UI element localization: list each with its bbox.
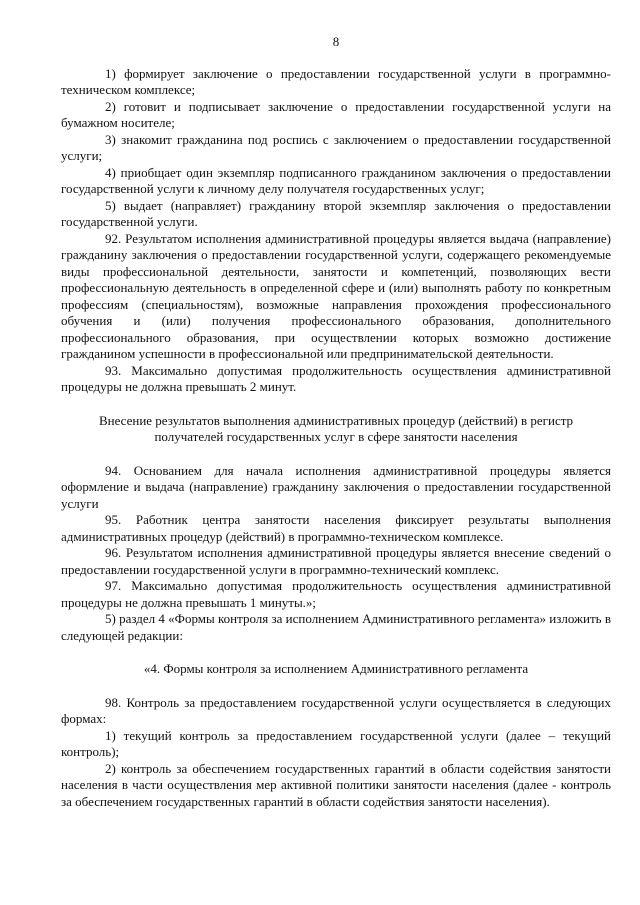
paragraph-item-2: 2) готовит и подписывает заключение о предоставлении государственной услуги на бумажном носителе; [61,98,611,130]
paragraph-95: 95. Работник центра занятости населения фиксирует результаты выполнения административных процедур (действий) в программно-техническом комплексе. [61,512,611,544]
paragraph-98-item-2: 2) контроль за обеспечением государственных гарантий в области содействия занятости населения в части осуществления мер активной политики занятости населения (далее - контроль за обеспечением государственных гарантий в области содействия занятости населения). [61,760,611,809]
paragraph-item-1: 1) формирует заключение о предоставлении государственной услуги в программно-техническом комплексе; [61,65,611,97]
paragraph-98: 98. Контроль за предоставлением государственной услуги осуществляется в следующих формах: [61,694,611,726]
paragraph-section-5: 5) раздел 4 «Формы контроля за исполнением Административного регламента» изложить в следующей редакции: [61,611,611,643]
section-heading-register: Внесение результатов выполнения административных процедур (действий) в регистр получателей государственных услуг в сфере занятости населения [98,412,574,444]
paragraph-96: 96. Результатом исполнения административной процедуры является внесение сведений о предоставлении государственной услуги в программно-технический комплекс. [61,545,611,577]
paragraph-98-item-1: 1) текущий контроль за предоставлением государственной услуги (далее – текущий контроль); [61,727,611,759]
paragraph-item-3: 3) знакомит гражданина под роспись с заключением о предоставлении государственной услуги; [61,131,611,163]
paragraph-item-4: 4) приобщает один экземпляр подписанного гражданином заключения о предоставлении государственной услуги к личному делу получателя государственных услуг; [61,164,611,196]
paragraph-item-5: 5) выдает (направляет) гражданину второй экземпляр заключения о предоставлении государственной услуги. [61,197,611,229]
paragraph-93: 93. Максимально допустимая продолжительность осуществления административной процедуры не должна превышать 2 минут. [61,362,611,394]
paragraph-97: 97. Максимально допустимая продолжительность осуществления административной процедуры не должна превышать 1 минуты.»; [61,578,611,610]
paragraph-94: 94. Основанием для начала исполнения административной процедуры является оформление и выдача (направление) гражданину заключения о предоставлении государственной услуги [61,462,611,511]
paragraph-92: 92. Результатом исполнения административной процедуры является выдача (направление) гражданину заключения о предоставлении государственной услуги, содержащего рекомендуемые виды профессиональной деятельности, занятости и компетенций, позволяющих вести профессиональную деятельность в определенной сфере и (или) выполнять работу по конкретным профессиям (специальностям), возможные направления прохождения профессионального обучения и (или) получения профессионального образования, дополнительного профессионального образования, при осуществлении которых возможно достижение гражданином успешности в профессиональной или предпринимательской деятельности. [61,230,611,361]
page-number: 8 [332,34,340,49]
section-heading-control-forms: «4. Формы контроля за исполнением Административного регламента [143,661,529,676]
